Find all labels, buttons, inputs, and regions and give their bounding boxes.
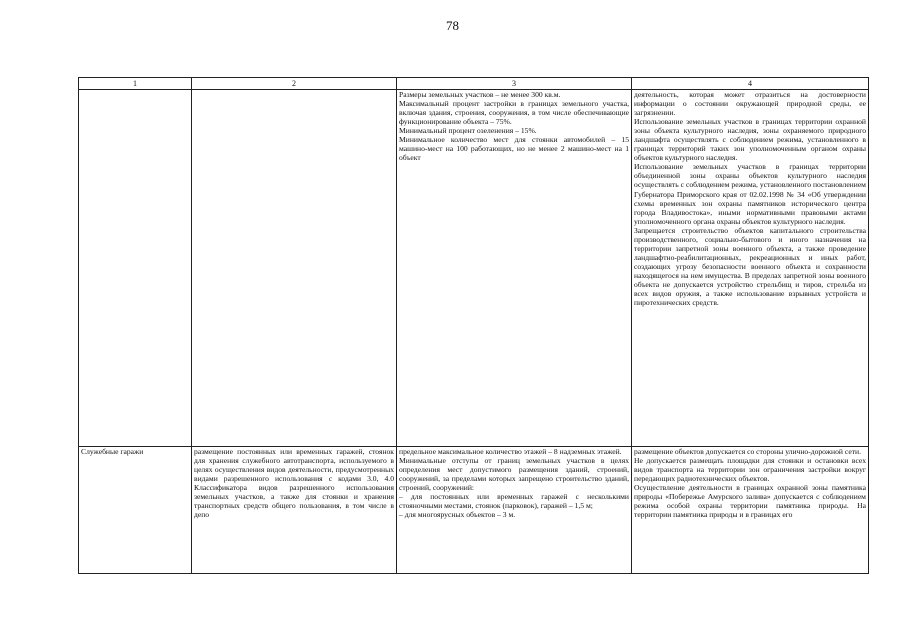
parameters-cell — [397, 90, 632, 447]
column-number-3: 3 — [397, 78, 632, 90]
use-description-cell — [192, 447, 397, 574]
parameter-paragraph: Минимальное количество мест для стоянки автомобилей – 15 машино-мест на 100 работающих, но не менее 2 машино-мест на 1 объект — [399, 135, 629, 163]
column-number-1: 1 — [79, 78, 192, 90]
restriction-paragraph: размещение объектов допускается со стороны улично-дорожной сети. — [634, 447, 861, 456]
parameter-paragraph: предельное максимальное количество этажей – 8 надземных этажей. — [399, 447, 622, 456]
page-number: 78 — [446, 18, 459, 33]
table-header-row — [79, 78, 869, 90]
restriction-paragraph: Использование земельных участков в границах территории охранной зоны объекта культурного наследия, зоны охраняемого природного ландшафта осуществлять с соблюдением режима, установленного в границах территорий таких зон уполномоченным органом охраны объектов культурного наследия. — [634, 117, 866, 163]
restrictions-cell — [632, 447, 869, 574]
column-number-4: 4 — [632, 78, 869, 90]
description-paragraph: размещение постоянных или временных гаражей, стоянок для хранения служебного автотранспорта, используемого в целях осуществления видов деятельности, предусмотренных видами разрешенного использования с кодами 3.0, 4.0 Классификатора видов разрешенного использования земельных участков, а также для стоянки и хранения транспортных средств общего пользования, в том числе в депо — [194, 447, 394, 520]
restriction-paragraph: Использование земельных участков в границах территории объединенной зоны охраны объектов культурного наследия осуществлять с соблюдением режима, установленного постановлением Губернатора Приморского края от 02.02.1998 № 34 «Об утверждении схемы временных зон охраны памятников исторического центра города Владивостока», иными нормативными правовыми актами уполномоченного органа охраны объектов культурного наследия. — [634, 162, 866, 226]
parameter-paragraph: Размеры земельных участков – не менее 300 кв.м. — [399, 90, 561, 99]
use-type-cell — [79, 447, 192, 574]
use-type-name: Служебные гаражи — [81, 447, 144, 456]
parameter-paragraph: – для многоярусных объектов – 3 м. — [399, 510, 516, 520]
column-number-2: 2 — [192, 78, 397, 90]
table-row — [79, 447, 869, 574]
use-description-cell — [192, 90, 397, 447]
table-row — [79, 90, 869, 447]
parameter-paragraph: Минимальный процент озеленения – 15%. — [399, 126, 537, 136]
parameter-paragraph: – для постоянных или временных гаражей с несколькими стояночными местами, стоянок (парковок), гаражей – 1,5 м; — [399, 492, 629, 511]
use-type-cell — [79, 90, 192, 447]
restriction-paragraph: Осуществление деятельности в границах охранной зоны памятника природы «Побережье Амурского залива» допускается с соблюдением режима особой охраны территории памятника природы. На территории памятника природы и в границах его — [634, 483, 866, 520]
regulations-table — [78, 77, 869, 574]
restriction-paragraph: Запрещается строительство объектов капитального строительства производственного, социально-бытового и иного назначения на территории запретной зоны военного объекта, а также проведение ландшафтно-реабилитационных, рекреационных и иных работ, создающих угрозу безопасности военного объекта и сохранности находящегося на нем имущества. В пределах запретной зоны военного объекта не допускается устройство стрельбищ и тиров, стрельба из всех видов оружия, а также использование взрывных устройств и пиротехнических средств. — [634, 225, 866, 308]
restriction-paragraph: деятельность, которая может отразиться на достоверности информации о состоянии окружающей природной среды, ее загрязнении. — [634, 90, 866, 118]
parameters-cell — [397, 447, 632, 574]
parameter-paragraph: Минимальные отступы от границ земельных участков в целях определения мест допустимого размещения зданий, строений, сооружений, за пределами которых запрещено строительство зданий, строений, сооружений: — [399, 456, 629, 493]
restrictions-cell — [632, 90, 869, 447]
parameter-paragraph: Максимальный процент застройки в границах земельного участка, включая здания, строения, сооружения, в том числе обеспечивающие функционирование объекта – 75%. — [399, 99, 629, 127]
restriction-paragraph: Не допускается размещать площадки для стоянки и остановки всех видов транспорта на территории зон ограничения застройки вокруг передающих радиотехнических объектов. — [634, 456, 866, 484]
